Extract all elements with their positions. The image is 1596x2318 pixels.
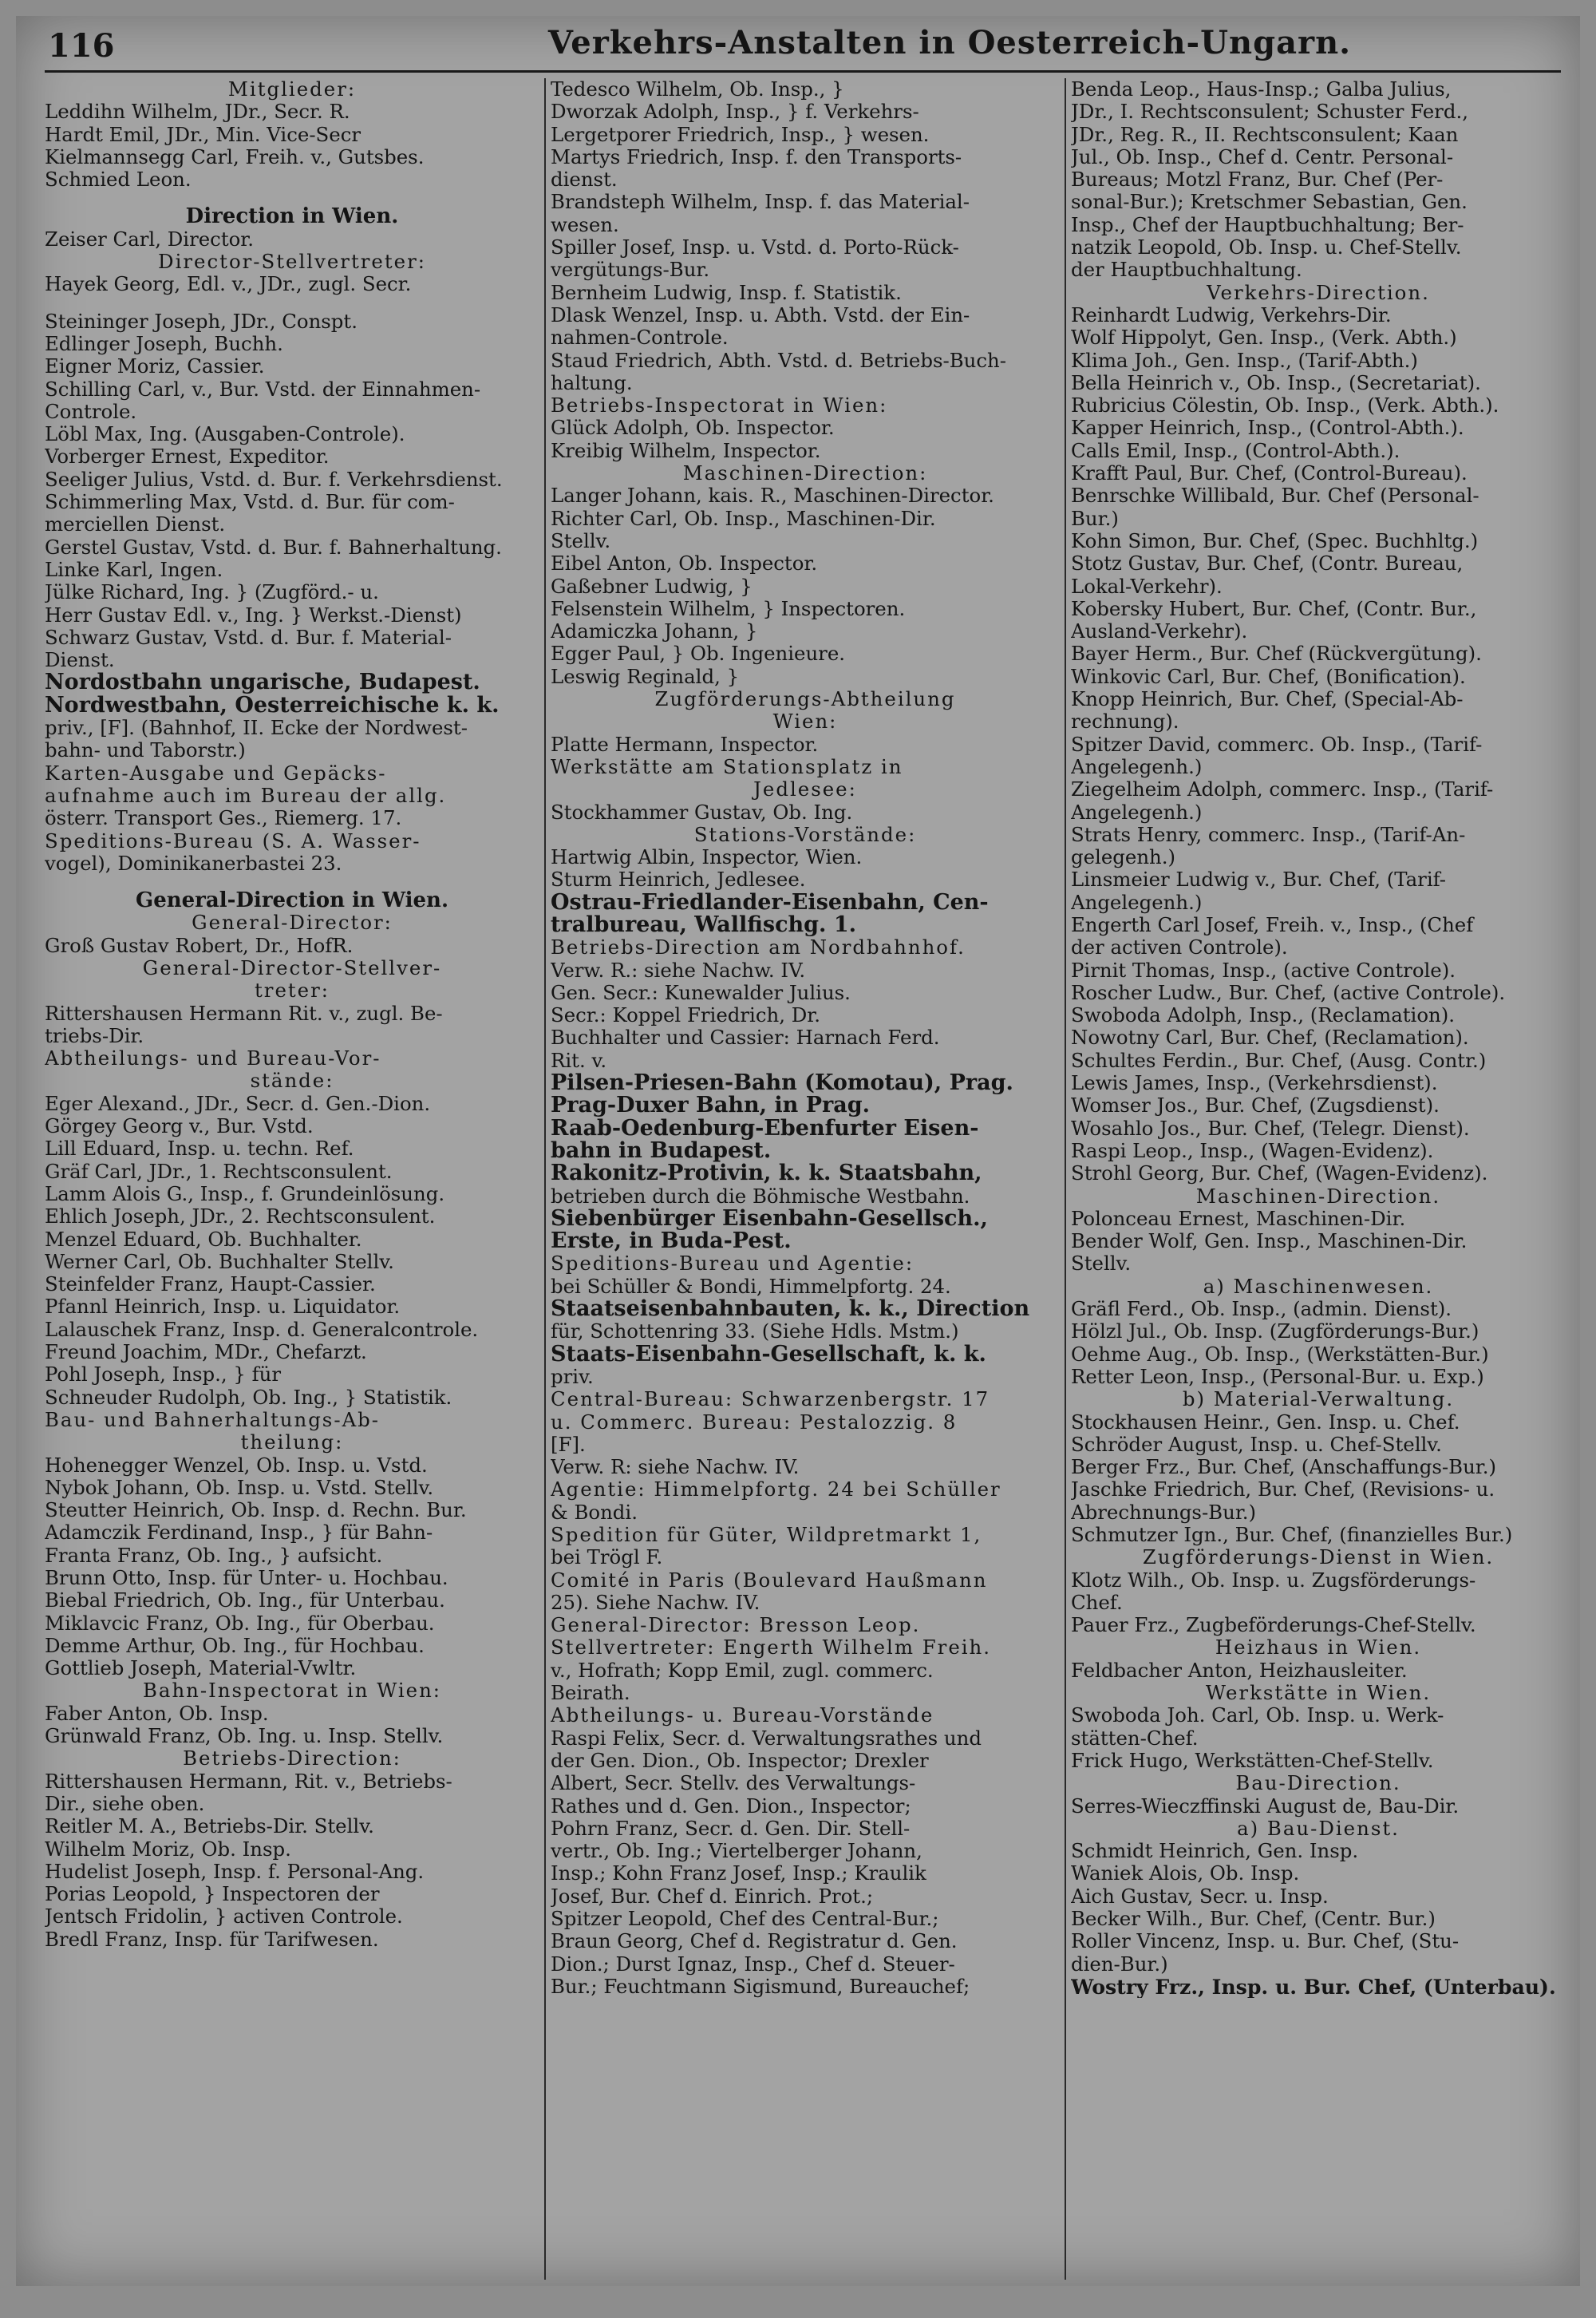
- directory-line: Stellv.: [551, 529, 611, 552]
- directory-line: General-Direction in Wien.: [135, 889, 449, 912]
- directory-line: Rakonitz-Protivin, k. k. Staatsbahn,: [551, 1162, 982, 1185]
- directory-line: Görgey Georg v., Bur. Vstd.: [45, 1115, 314, 1138]
- directory-line: Bur.; Feuchtmann Sigismund, Bureauchef;: [551, 1975, 970, 1998]
- directory-line: Maschinen-Direction.: [1195, 1185, 1441, 1208]
- directory-line: Pfannl Heinrich, Insp. u. Liquidator.: [45, 1295, 401, 1319]
- running-title: Verkehrs-Anstalten in Oesterreich-Ungarn.: [547, 24, 1352, 61]
- directory-line: Dworzak Adolph, Insp., } f. Verkehrs-: [551, 101, 919, 124]
- directory-line: Gen. Secr.: Kunewalder Julius.: [551, 981, 851, 1004]
- directory-line: Hölzl Jul., Ob. Insp. (Zugförderungs-Bur.): [1071, 1320, 1479, 1343]
- directory-line: stände:: [250, 1070, 334, 1093]
- directory-line: Gräf Carl, JDr., 1. Rechtsconsulent.: [45, 1160, 393, 1183]
- directory-line: Sturm Heinrich, Jedlesee.: [551, 868, 806, 892]
- directory-line: Richter Carl, Ob. Insp., Maschinen-Dir.: [551, 507, 936, 530]
- directory-line: Rubricius Cölestin, Ob. Insp., (Verk. Abth.).: [1071, 394, 1499, 417]
- directory-line: Langer Johann, kais. R., Maschinen-Director.: [551, 485, 994, 508]
- directory-line: Kobersky Hubert, Bur. Chef, (Contr. Bur.,: [1071, 597, 1477, 620]
- directory-line: v., Hofrath; Kopp Emil, zugl. commerc.: [551, 1659, 934, 1682]
- directory-line: Stockhausen Heinr., Gen. Insp. u. Chef.: [1071, 1410, 1460, 1434]
- directory-line: Platte Hermann, Inspector.: [551, 733, 819, 756]
- directory-line: Menzel Eduard, Ob. Buchhalter.: [45, 1228, 362, 1251]
- directory-line: Felsenstein Wilhelm, } Inspectoren.: [551, 597, 906, 620]
- directory-line: Speditions-Bureau (S. A. Wasser-: [45, 829, 421, 852]
- directory-line: Steinfelder Franz, Haupt-Cassier.: [45, 1273, 376, 1296]
- directory-line: b) Material-Verwaltung.: [1182, 1388, 1455, 1411]
- directory-line: Knopp Heinrich, Bur. Chef, (Special-Ab-: [1071, 688, 1464, 711]
- directory-line: bahn- und Taborstr.): [45, 739, 246, 762]
- directory-line: Bredl Franz, Insp. für Tarifwesen.: [45, 1928, 379, 1951]
- directory-line: Bayer Herm., Bur. Chef (Rückvergütung).: [1071, 643, 1482, 666]
- directory-line: Nordostbahn ungarische, Budapest.: [45, 671, 480, 694]
- directory-line: Pilsen-Priesen-Bahn (Komotau), Prag.: [551, 1072, 1013, 1095]
- directory-line: Lewis James, Insp., (Verkehrsdienst).: [1071, 1072, 1438, 1095]
- directory-line: Maschinen-Direction:: [682, 462, 928, 485]
- directory-line: Calls Emil, Insp., (Control-Abth.).: [1071, 439, 1400, 462]
- directory-line: Raspi Leop., Insp., (Wagen-Evidenz).: [1071, 1139, 1434, 1162]
- directory-line: Wosahlo Jos., Bur. Chef, (Telegr. Dienst).: [1071, 1117, 1470, 1140]
- directory-line: Pohl Joseph, Insp., } für: [45, 1363, 282, 1386]
- directory-line: Becker Wilh., Bur. Chef, (Centr. Bur.): [1071, 1908, 1436, 1931]
- directory-line: Kohn Simon, Bur. Chef, (Spec. Buchhltg.): [1071, 529, 1479, 552]
- directory-line: Nordwestbahn, Oesterreichische k. k.: [45, 694, 500, 718]
- column-right: [1071, 78, 1566, 2280]
- spacer: [45, 296, 539, 311]
- directory-line: aufnahme auch im Bureau der allg.: [45, 784, 447, 807]
- directory-line: Groß Gustav Robert, Dr., HofR.: [45, 934, 354, 957]
- directory-line: Engerth Carl Josef, Freih. v., Insp., (Chef: [1071, 913, 1474, 936]
- directory-line: der Gen. Dion., Ob. Inspector; Drexler: [551, 1749, 929, 1772]
- directory-line: natzik Leopold, Ob. Insp. u. Chef-Stellv.: [1071, 236, 1462, 259]
- spacer: [45, 191, 539, 205]
- directory-line: Werkstätte in Wien.: [1205, 1682, 1432, 1705]
- directory-line: Rittershausen Hermann Rit. v., zugl. Be-: [45, 1002, 443, 1025]
- directory-line: Schilling Carl, v., Bur. Vstd. der Einnahmen-: [45, 378, 481, 401]
- directory-line: vertr., Ob. Ing.; Viertelberger Johann,: [551, 1840, 922, 1863]
- directory-line: Schmidt Heinrich, Gen. Insp.: [1071, 1840, 1359, 1863]
- directory-line: treter:: [254, 979, 330, 1003]
- directory-line: Betriebs-Direction:: [183, 1747, 401, 1770]
- directory-line: bei Schüller & Bondi, Himmelpfortg. 24.: [551, 1275, 951, 1298]
- directory-line: Lill Eduard, Insp. u. techn. Ref.: [45, 1137, 354, 1161]
- directory-line: Raspi Felix, Secr. d. Verwaltungsrathes und: [551, 1727, 982, 1750]
- directory-line: Berger Frz., Bur. Chef, (Anschaffungs-Bur.): [1071, 1456, 1497, 1479]
- directory-line: Raab-Oedenburg-Ebenfurter Eisen-: [551, 1117, 979, 1140]
- directory-line: Benda Leop., Haus-Insp.; Galba Julius,: [1071, 78, 1452, 101]
- directory-line: General-Director:: [192, 912, 393, 935]
- directory-line: merciellen Dienst.: [45, 513, 226, 536]
- directory-line: Braun Georg, Chef d. Registratur d. Gen.: [551, 1930, 958, 1953]
- directory-line: für, Schottenring 33. (Siehe Hdls. Mstm.): [551, 1320, 959, 1343]
- directory-line: vergütungs-Bur.: [551, 259, 710, 282]
- directory-line: Brandsteph Wilhelm, Insp. f. das Material-: [551, 191, 970, 214]
- directory-line: gelegenh.): [1071, 846, 1176, 869]
- directory-line: Siebenbürger Eisenbahn-Gesellsch.,: [551, 1207, 988, 1231]
- directory-line: a) Maschinenwesen.: [1203, 1275, 1434, 1298]
- directory-line: Wilhelm Moriz, Ob. Insp.: [45, 1837, 291, 1861]
- directory-line: Leswig Reginald, }: [551, 665, 740, 688]
- directory-line: Schwarz Gustav, Vstd. d. Bur. f. Material-: [45, 626, 452, 649]
- directory-line: Dlask Wenzel, Insp. u. Abth. Vstd. der Ein-: [551, 303, 970, 326]
- directory-line: Retter Leon, Insp., (Personal-Bur. u. Exp.): [1071, 1365, 1484, 1388]
- directory-line: Abtheilungs- u. Bureau-Vorstände: [551, 1704, 934, 1727]
- directory-line: der Hauptbuchhaltung.: [1071, 259, 1302, 282]
- directory-line: Staud Friedrich, Abth. Vstd. d. Betriebs-Buch-: [551, 349, 1006, 372]
- directory-line: Chef.: [1071, 1591, 1123, 1614]
- directory-line: Egger Paul, } Ob. Ingenieure.: [551, 643, 846, 666]
- directory-line: Schimmerling Max, Vstd. d. Bur. für com-: [45, 491, 455, 514]
- directory-line: Roller Vincenz, Insp. u. Bur. Chef, (Stu-: [1071, 1930, 1460, 1953]
- directory-line: Swoboda Adolph, Insp., (Reclamation).: [1071, 1004, 1456, 1027]
- directory-line: a) Bau-Dienst.: [1237, 1817, 1400, 1840]
- directory-line: Schröder August, Insp. u. Chef-Stellv.: [1071, 1433, 1442, 1456]
- directory-line: Gerstel Gustav, Vstd. d. Bur. f. Bahnerhaltung.: [45, 536, 502, 559]
- directory-line: Reinhardt Ludwig, Verkehrs-Dir.: [1071, 303, 1392, 326]
- directory-line: JDr., I. Rechtsconsulent; Schuster Ferd.,: [1071, 101, 1468, 124]
- directory-line: Wien:: [772, 710, 838, 734]
- directory-line: Stockhammer Gustav, Ob. Ing.: [551, 801, 853, 824]
- directory-line: Direction in Wien.: [185, 205, 399, 228]
- directory-line: Spitzer Leopold, Chef des Central-Bur.;: [551, 1908, 939, 1931]
- directory-line: Speditions-Bureau und Agentie:: [551, 1252, 915, 1276]
- directory-line: Schmutzer Ign., Bur. Chef, (finanzielles Bur.): [1071, 1524, 1513, 1546]
- directory-line: Jülke Richard, Ing. } (Zugförd.- u.: [45, 581, 379, 604]
- directory-line: Krafft Paul, Bur. Chef, (Control-Bureau).: [1071, 462, 1468, 485]
- directory-line: Porias Leopold, } Inspectoren der: [45, 1883, 380, 1906]
- directory-line: Brunn Otto, Insp. für Unter- u. Hochbau.: [45, 1567, 448, 1589]
- directory-line: Rit. v.: [551, 1049, 607, 1072]
- directory-line: betrieben durch die Böhmische Westbahn.: [551, 1185, 970, 1208]
- directory-line: Angelegenh.): [1071, 755, 1203, 778]
- directory-line: haltung.: [551, 371, 633, 394]
- column-divider: [1065, 78, 1066, 2280]
- directory-line: Jedlesee:: [753, 778, 857, 801]
- directory-line: Pauer Frz., Zugbeförderungs-Chef-Stellv.: [1071, 1614, 1476, 1637]
- directory-line: Secr.: Koppel Friedrich, Dr.: [551, 1004, 821, 1027]
- directory-line: Ostrau-Friedlander-Eisenbahn, Cen-: [551, 891, 989, 914]
- directory-line: Winkovic Carl, Bur. Chef, (Bonification).: [1071, 665, 1466, 688]
- directory-line: Controle.: [45, 400, 137, 423]
- directory-line: Zeiser Carl, Director.: [45, 227, 255, 251]
- directory-line: Jentsch Fridolin, } activen Controle.: [45, 1905, 403, 1928]
- directory-line: Ausland-Verkehr).: [1071, 620, 1248, 643]
- directory-line: Hayek Georg, Edl. v., JDr., zugl. Secr.: [45, 273, 412, 296]
- directory-line: & Bondi.: [551, 1501, 638, 1524]
- directory-line: Bernheim Ludwig, Insp. f. Statistik.: [551, 281, 902, 304]
- directory-line: triebs-Dir.: [45, 1024, 144, 1047]
- directory-line: Bureaus; Motzl Franz, Bur. Chef (Per-: [1071, 168, 1444, 192]
- directory-line: Lergetporer Friedrich, Insp., } wesen.: [551, 123, 930, 146]
- directory-line: Angelegenh.): [1071, 891, 1203, 914]
- directory-line: Kapper Heinrich, Insp., (Control-Abth.).: [1071, 417, 1464, 440]
- directory-line: Reitler M. A., Betriebs-Dir. Stellv.: [45, 1815, 374, 1838]
- directory-line: General-Director: Bresson Leop.: [551, 1614, 921, 1637]
- directory-line: bahn in Budapest.: [551, 1139, 772, 1163]
- directory-line: Klotz Wilh., Ob. Insp. u. Zugsförderungs-: [1071, 1568, 1476, 1592]
- directory-line: Gaßebner Ludwig, }: [551, 575, 753, 598]
- directory-line: Bur.): [1071, 507, 1119, 530]
- directory-line: General-Director-Stellver-: [142, 956, 442, 979]
- directory-line: Werner Carl, Ob. Buchhalter Stellv.: [45, 1250, 394, 1273]
- directory-line: Strohl Georg, Bur. Chef, (Wagen-Evidenz).: [1071, 1162, 1488, 1185]
- directory-line: Ehlich Joseph, JDr., 2. Rechtsconsulent.: [45, 1205, 436, 1228]
- directory-line: Frick Hugo, Werkstätten-Chef-Stellv.: [1071, 1749, 1434, 1772]
- directory-line: Bau-Direction.: [1235, 1772, 1401, 1795]
- directory-line: Jaschke Friedrich, Bur. Chef, (Revisions- u.: [1071, 1478, 1495, 1501]
- directory-line: Demme Arthur, Ob. Ing., für Hochbau.: [45, 1634, 425, 1657]
- directory-line: Pirnit Thomas, Insp., (active Controle).: [1071, 959, 1456, 982]
- directory-line: Miklavcic Franz, Ob. Ing., für Oberbau.: [45, 1612, 435, 1635]
- directory-line: Faber Anton, Ob. Insp.: [45, 1702, 269, 1725]
- directory-line: Abtheilungs- und Bureau-Vor-: [45, 1047, 381, 1070]
- directory-line: Gräfl Ferd., Ob. Insp., (admin. Dienst).: [1071, 1298, 1452, 1321]
- directory-line: Leddihn Wilhelm, JDr., Secr. R.: [45, 101, 350, 124]
- directory-line: Bender Wolf, Gen. Insp., Maschinen-Dir.: [1071, 1230, 1468, 1253]
- directory-line: Kreibig Wilhelm, Inspector.: [551, 439, 821, 462]
- directory-line: Stations-Vorstände:: [693, 823, 917, 846]
- directory-line: Mitglieder:: [227, 78, 357, 101]
- directory-line: Martys Friedrich, Insp. f. den Transports-: [551, 145, 962, 168]
- directory-line: Bahn-Inspectorat in Wien:: [143, 1679, 441, 1703]
- directory-line: Director-Stellvertreter:: [158, 251, 426, 274]
- directory-line: Grünwald Franz, Ob. Ing. u. Insp. Stellv.: [45, 1725, 444, 1748]
- directory-line: Josef, Bur. Chef d. Einrich. Prot.;: [551, 1885, 874, 1908]
- directory-line: bei Trögl F.: [551, 1546, 663, 1569]
- directory-line: Pohrn Franz, Secr. d. Gen. Dir. Stell-: [551, 1817, 911, 1840]
- spacer: [45, 875, 539, 889]
- directory-line: Zugförderungs-Dienst in Wien.: [1142, 1546, 1495, 1569]
- directory-line: Werkstätte am Stationsplatz in: [551, 755, 903, 778]
- directory-line: Spedition für Güter, Wildpretmarkt 1,: [551, 1524, 982, 1546]
- directory-line: Heizhaus in Wien.: [1215, 1636, 1422, 1659]
- directory-line: Hartwig Albin, Inspector, Wien.: [551, 846, 863, 869]
- directory-line: der activen Controle).: [1071, 936, 1288, 959]
- directory-line: tralbureau, Wallfischg. 1.: [551, 913, 857, 937]
- directory-line: 25). Siehe Nachw. IV.: [551, 1591, 760, 1614]
- directory-line: Bau- und Bahnerhaltungs-Ab-: [45, 1408, 381, 1431]
- directory-line: Polonceau Ernest, Maschinen-Dir.: [1071, 1207, 1406, 1230]
- directory-line: nahmen-Controle.: [551, 326, 729, 350]
- directory-line: JDr., Reg. R., II. Rechtsconsulent; Kaan: [1071, 123, 1459, 146]
- directory-line: Buchhalter und Cassier: Harnach Ferd.: [551, 1026, 940, 1050]
- directory-line: wesen.: [551, 213, 619, 236]
- directory-line: Dienst.: [45, 649, 115, 672]
- directory-line: Abrechnungs-Bur.): [1071, 1501, 1257, 1524]
- page-number: 116: [48, 27, 115, 65]
- directory-line: Linke Karl, Ingen.: [45, 558, 223, 581]
- directory-line: Betriebs-Direction am Nordbahnhof.: [551, 936, 966, 959]
- directory-line: Jul., Ob. Insp., Chef d. Centr. Personal-: [1071, 145, 1454, 168]
- directory-line: Spitzer David, commerc. Ob. Insp., (Tarif-: [1071, 733, 1483, 756]
- directory-line: Stellvertreter: Engerth Wilhelm Freih.: [551, 1636, 992, 1659]
- directory-line: Aich Gustav, Secr. u. Insp.: [1071, 1885, 1329, 1908]
- directory-line: Benrschke Willibald, Bur. Chef (Personal-: [1071, 485, 1479, 508]
- directory-line: Stellv.: [1071, 1252, 1132, 1276]
- directory-line: Rittershausen Hermann, Rit. v., Betriebs-: [45, 1770, 452, 1793]
- directory-line: Waniek Alois, Ob. Insp.: [1071, 1862, 1300, 1885]
- directory-line: Dir., siehe oben.: [45, 1792, 205, 1815]
- directory-line: Rathes und d. Gen. Dion., Inspector;: [551, 1794, 911, 1818]
- directory-line: Womser Jos., Bur. Chef, (Zugsdienst).: [1071, 1094, 1440, 1117]
- directory-line: Linsmeier Ludwig v., Bur. Chef, (Tarif-: [1071, 868, 1447, 892]
- directory-line: u. Commerc. Bureau: Pestalozzig. 8: [551, 1410, 958, 1434]
- directory-line: Lalauschek Franz, Insp. d. Generalcontrole.: [45, 1318, 479, 1341]
- column-left: [45, 78, 539, 2280]
- directory-line: Gottlieb Joseph, Material-Vwltr.: [45, 1657, 357, 1680]
- directory-line: Kielmannsegg Carl, Freih. v., Gutsbes.: [45, 145, 425, 168]
- column-divider: [544, 78, 546, 2280]
- directory-line: Seeliger Julius, Vstd. d. Bur. f. Verkehrsdienst.: [45, 468, 503, 491]
- directory-line: Franta Franz, Ob. Ing., } aufsicht.: [45, 1544, 383, 1567]
- directory-line: Tedesco Wilhelm, Ob. Insp., }: [551, 78, 844, 101]
- directory-line: theilung:: [240, 1431, 344, 1454]
- directory-line: priv.: [551, 1365, 594, 1388]
- directory-line: priv., [F]. (Bahnhof, II. Ecke der Nordwest-: [45, 717, 468, 740]
- directory-line: Serres-Wieczffinski August de, Bau-Dir.: [1071, 1794, 1460, 1818]
- directory-line: stätten-Chef.: [1071, 1727, 1199, 1750]
- directory-line: Ziegelheim Adolph, commerc. Insp., (Tarif-: [1071, 778, 1494, 801]
- directory-line: Prag-Duxer Bahn, in Prag.: [551, 1094, 871, 1117]
- directory-line: Insp.; Kohn Franz Josef, Insp.; Kraulik: [551, 1862, 926, 1885]
- directory-line: Eigner Moriz, Cassier.: [45, 355, 265, 378]
- directory-line: Biebal Friedrich, Ob. Ing., für Unterbau.: [45, 1589, 445, 1612]
- directory-line: Edlinger Joseph, Buchh.: [45, 332, 283, 355]
- directory-line: Wolf Hippolyt, Gen. Insp., (Verk. Abth.): [1071, 326, 1457, 350]
- directory-line: Albert, Secr. Stellv. des Verwaltungs-: [551, 1772, 916, 1795]
- directory-line: Bella Heinrich v., Ob. Insp., (Secretariat).: [1071, 371, 1481, 394]
- directory-line: Steininger Joseph, JDr., Conspt.: [45, 310, 358, 333]
- directory-line: Swoboda Joh. Carl, Ob. Insp. u. Werk-: [1071, 1704, 1444, 1727]
- directory-line: sonal-Bur.); Kretschmer Sebastian, Gen.: [1071, 191, 1468, 214]
- directory-line: österr. Transport Ges., Riemerg. 17.: [45, 807, 402, 830]
- directory-line: Hardt Emil, JDr., Min. Vice-Secr: [45, 123, 361, 146]
- directory-line: Oehme Aug., Ob. Insp., (Werkstätten-Bur.): [1071, 1343, 1489, 1366]
- directory-line: Vorberger Ernest, Expeditor.: [45, 445, 330, 469]
- directory-line: Karten-Ausgabe und Gepäcks-: [45, 761, 387, 785]
- directory-line: Hohenegger Wenzel, Ob. Insp. u. Vstd.: [45, 1454, 428, 1477]
- directory-line: Stotz Gustav, Bur. Chef, (Contr. Bureau,: [1071, 552, 1464, 576]
- directory-line: Nowotny Carl, Bur. Chef, (Reclamation).: [1071, 1026, 1469, 1050]
- directory-line: vogel), Dominikanerbastei 23.: [45, 852, 342, 875]
- directory-line: Verw. R.: siehe Nachw. IV.: [551, 959, 806, 982]
- directory-line: Angelegenh.): [1071, 801, 1203, 824]
- directory-line: dienst.: [551, 168, 618, 192]
- header-rule: [45, 70, 1561, 73]
- directory-line: Eger Alexand., JDr., Secr. d. Gen.-Dion.: [45, 1092, 431, 1115]
- directory-line: Adamczik Ferdinand, Insp., } für Bahn-: [45, 1521, 433, 1545]
- directory-line: Central-Bureau: Schwarzenbergstr. 17: [551, 1388, 990, 1411]
- directory-line: Freund Joachim, MDr., Chefarzt.: [45, 1341, 367, 1364]
- directory-line: Glück Adolph, Ob. Inspector.: [551, 417, 835, 440]
- directory-page: [16, 16, 1580, 2286]
- directory-line: Insp., Chef der Hauptbuchhaltung; Ber-: [1071, 213, 1464, 236]
- directory-line: [F].: [551, 1433, 586, 1456]
- directory-line: dien-Bur.): [1071, 1952, 1168, 1976]
- directory-line: Hudelist Joseph, Insp. f. Personal-Ang.: [45, 1860, 425, 1883]
- directory-line: Klima Joh., Gen. Insp., (Tarif-Abth.): [1071, 349, 1418, 372]
- directory-line: Eibel Anton, Ob. Inspector.: [551, 552, 818, 576]
- directory-line: Betriebs-Inspectorat in Wien:: [551, 394, 888, 417]
- directory-line: Staatseisenbahnbauten, k. k., Direction: [551, 1298, 1030, 1321]
- column-middle: [551, 78, 1060, 2280]
- directory-line: Wostry Frz., Insp. u. Bur. Chef, (Unterbau).: [1071, 1975, 1556, 1999]
- directory-line: rechnung).: [1071, 710, 1179, 734]
- directory-line: Lokal-Verkehr).: [1071, 575, 1223, 598]
- directory-line: Beirath.: [551, 1682, 630, 1705]
- directory-line: Agentie: Himmelpfortg. 24 bei Schüller: [551, 1478, 1001, 1501]
- directory-line: Verw. R: siehe Nachw. IV.: [551, 1456, 800, 1479]
- directory-line: Schmied Leon.: [45, 168, 192, 192]
- directory-line: Steutter Heinrich, Ob. Insp. d. Rechn. Bur.: [45, 1499, 467, 1522]
- directory-line: Staats-Eisenbahn-Gesellschaft, k. k.: [551, 1343, 986, 1366]
- directory-line: Feldbacher Anton, Heizhausleiter.: [1071, 1659, 1408, 1682]
- directory-line: Strats Henry, commerc. Insp., (Tarif-An-: [1071, 823, 1466, 846]
- directory-line: Herr Gustav Edl. v., Ing. } Werkst.-Dienst): [45, 603, 462, 627]
- directory-line: Schultes Ferdin., Bur. Chef, (Ausg. Contr.): [1071, 1049, 1487, 1072]
- directory-line: Adamiczka Johann, }: [551, 620, 758, 643]
- directory-line: Verkehrs-Direction.: [1207, 281, 1430, 304]
- directory-line: Schneuder Rudolph, Ob. Ing., } Statistik.: [45, 1386, 452, 1409]
- directory-line: Roscher Ludw., Bur. Chef, (active Controle).: [1071, 981, 1506, 1004]
- directory-line: Dion.; Durst Ignaz, Insp., Chef d. Steuer-: [551, 1952, 955, 1976]
- directory-line: Zugförderungs-Abtheilung: [654, 688, 956, 711]
- directory-line: Löbl Max, Ing. (Ausgaben-Controle).: [45, 423, 405, 446]
- directory-line: Lamm Alois G., Insp., f. Grundeinlösung.: [45, 1182, 445, 1205]
- directory-line: Erste, in Buda-Pest.: [551, 1230, 792, 1253]
- directory-line: Nybok Johann, Ob. Insp. u. Vstd. Stellv.: [45, 1476, 434, 1499]
- directory-line: Comité in Paris (Boulevard Haußmann: [551, 1568, 988, 1592]
- directory-line: Spiller Josef, Insp. u. Vstd. d. Porto-Rück-: [551, 236, 959, 259]
